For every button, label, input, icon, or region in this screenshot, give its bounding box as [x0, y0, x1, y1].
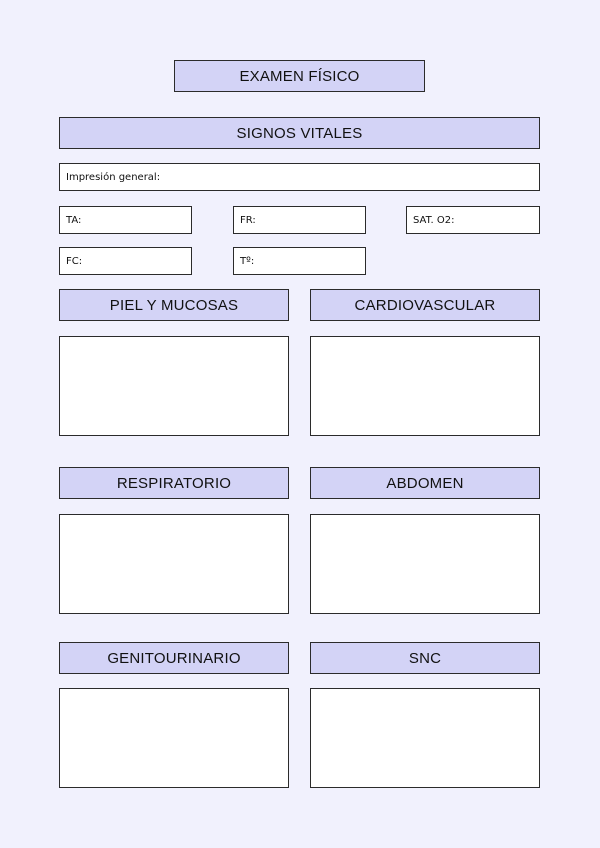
skin-mucosa-notes[interactable] [59, 336, 289, 436]
snc-header: SNC [310, 642, 540, 674]
sat-o2-field[interactable]: SAT. O2: [406, 206, 540, 234]
abdomen-notes[interactable] [310, 514, 540, 614]
snc-notes[interactable] [310, 688, 540, 788]
genitourinary-header: GENITOURINARIO [59, 642, 289, 674]
respiratory-header: RESPIRATORIO [59, 467, 289, 499]
genitourinary-notes[interactable] [59, 688, 289, 788]
abdomen-header: ABDOMEN [310, 467, 540, 499]
respiratory-notes[interactable] [59, 514, 289, 614]
vital-signs-header: SIGNOS VITALES [59, 117, 540, 149]
skin-mucosa-header: PIEL Y MUCOSAS [59, 289, 289, 321]
page-title: EXAMEN FÍSICO [174, 60, 425, 92]
cardiovascular-header: CARDIOVASCULAR [310, 289, 540, 321]
general-impression-field[interactable]: Impresión general: [59, 163, 540, 191]
cardiovascular-notes[interactable] [310, 336, 540, 436]
fc-field[interactable]: FC: [59, 247, 192, 275]
ta-field[interactable]: TA: [59, 206, 192, 234]
temperature-field[interactable]: Tº: [233, 247, 366, 275]
fr-field[interactable]: FR: [233, 206, 366, 234]
